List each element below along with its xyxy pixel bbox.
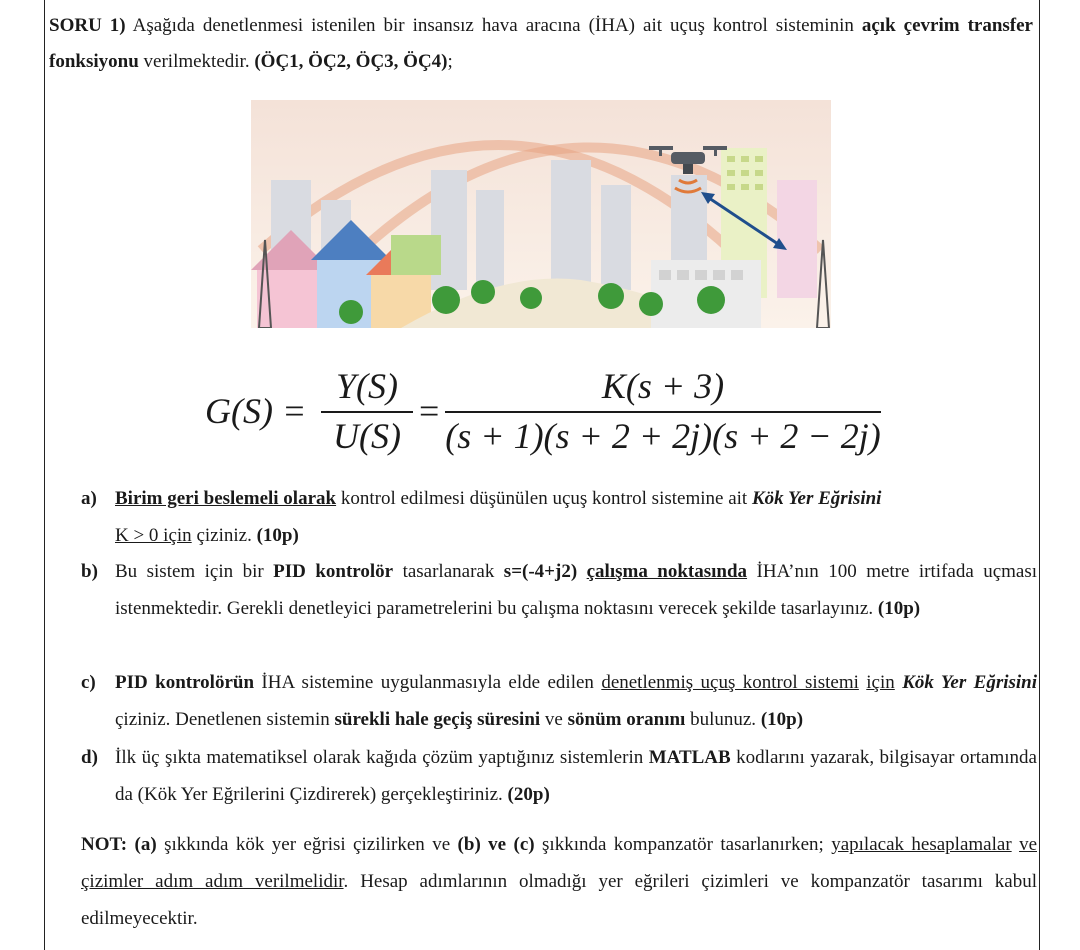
exam-page xyxy=(44,0,1040,950)
drone-city-illustration xyxy=(251,100,831,328)
pink-building xyxy=(777,180,817,298)
formula-equals: = xyxy=(419,391,440,431)
formula-lhs: G(S) = xyxy=(205,391,307,431)
item-a: a) Birim geri beslemeli olarak kontrol edilmesi düşünülen uçuş kontrol sistemine ait Kök Yer Eğrisini K > 0 için çiziniz. (10p) xyxy=(81,488,882,546)
formula-denominator-1: U(S) xyxy=(333,416,401,456)
question-number: SORU 1) xyxy=(49,15,126,36)
note: NOT: (a) şıkkında kök yer eğrisi çizilirken ve (b) ve (c) şıkkında kompanzatör tasarlanırken; yapılacak hesaplamalar ve çizimler adım adım verilmelidir. Hesap adımlarının olmadığı yer eğrileri çizimleri ve kompanzatör tasarımı kabul edilmeyecektir. xyxy=(81,834,1037,929)
formula-denominator-2: (s + 1)(s + 2 + 2j)(s + 2 − 2j) xyxy=(445,416,881,456)
transfer-function xyxy=(205,360,885,470)
formula-numerator-1: Y(S) xyxy=(336,366,398,406)
item-c: c) PID kontrolörün İHA sistemine uygulanmasıyla elde edilen denetlenmiş uçuş kontrol sistemi için Kök Yer Eğrisini çiziniz. Denetlenen sistemin sürekli hale geçiş süresini ve sönüm oranını bulunuz. (10p) xyxy=(81,672,1038,730)
item-d: d) İlk üç şıkta matematiksel olarak kağıda çözüm yaptığınız sistemlerin MATLAB kodlarını yazarak, bilgisayar ortamında da (Kök Yer Eğrilerini Çizdirerek) gerçekleştiriniz. (20p) xyxy=(81,747,1037,805)
learning-outcomes: (ÖÇ1, ÖÇ2, ÖÇ3, ÖÇ4) xyxy=(254,51,448,72)
item-b: b) Bu sistem için bir PID kontrolör tasarlanarak s=(-4+j2) çalışma noktasında İHA’nın 100 metre irtifada uçması istenmektedir. Gerekli denetleyici parametrelerini bu çalışma noktasını verecek şekilde tasarlayınız. (10p) xyxy=(81,561,1038,619)
question-intro: SORU 1) Aşağıda denetlenmesi istenilen bir insansız hava aracına (İHA) ait uçuş kontrol sisteminin açık çevrim transfer fonksiyonu verilmektedir. (ÖÇ1, ÖÇ2, ÖÇ3, ÖÇ4); xyxy=(49,15,1033,72)
formula-numerator-2: K(s + 3) xyxy=(601,366,725,406)
